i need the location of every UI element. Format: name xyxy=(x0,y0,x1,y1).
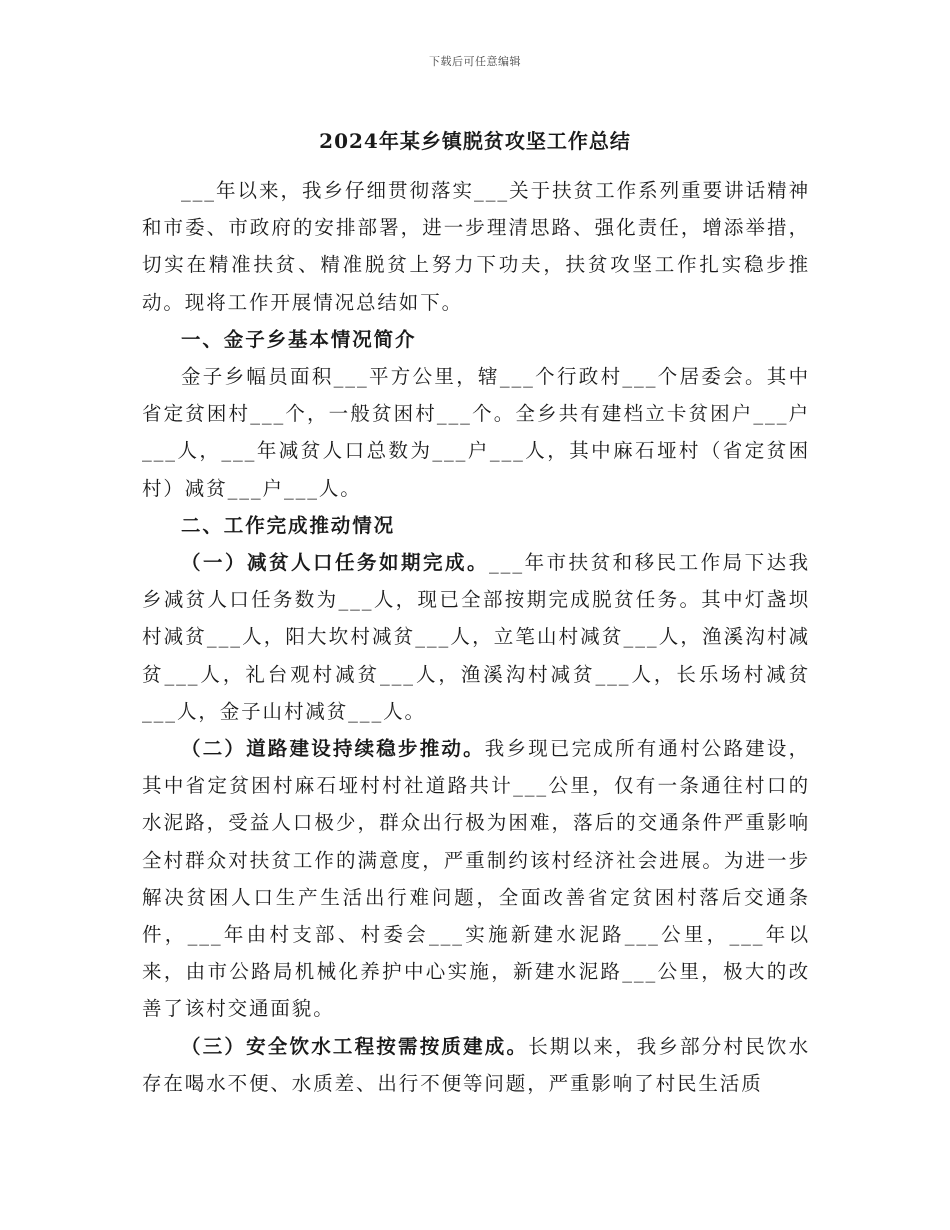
document-title: 2024年某乡镇脱贫攻坚工作总结 xyxy=(319,129,631,153)
section-1-paragraph: 金子乡幅员面积___平方公里，辖___个行政村___个居委会。其中省定贫困村___个，一般贫困村___个。全乡共有建档立卡贫困户___户___人，___年减贫人口总数为___户___人，其中麻石垭村（省定贫困村）减贫___户___人。 xyxy=(142,365,810,500)
item-1-lead: （一）减贫人口任务如期完成。 xyxy=(181,551,490,575)
item-3-lead: （三）安全饮水工程按需按质建成。 xyxy=(181,1034,529,1058)
intro-paragraph: ___年以来，我乡仔细贯彻落实___关于扶贫工作系列重要讲话精神和市委、市政府的安排部署，进一步理清思路、强化责任，增添举措，切实在精准扶贫、精准脱贫上努力下功夫，扶贫攻坚工作扎实稳步推动。现将工作开展情况总结如下。 xyxy=(142,179,810,314)
item-3-text: 长期以来，我乡部分村民饮水存在喝水不便、水质差、出行不便等问题，严重影响了村民生活质 xyxy=(142,1034,810,1095)
section-2-heading: 二、工作完成推动情况 xyxy=(181,513,396,537)
page-header-note: 下载后可任意编辑 xyxy=(429,55,521,68)
document-body xyxy=(142,172,810,1102)
section-1-heading: 一、金子乡基本情况简介 xyxy=(181,327,417,351)
item-3-paragraph xyxy=(142,1028,810,1102)
item-2-text: 我乡现已完成所有通村公路建设，其中省定贫困村麻石垭村村社道路共计___公里，仅有一条通往村口的水泥路，受益人口极少，群众出行极为困难，落后的交通条件严重影响全村群众对扶贫工作的满意度，严重制约该村经济社会进展。为进一步解决贫困人口生产生活出行难问题，全面改善省定贫困村落后交通条件，___年由村支部、村委会___实施新建水泥路___公里，___年以来，由市公路局机械化养护中心实施，新建水泥路___公里，极大的改善了该村交通面貌。 xyxy=(142,737,810,1021)
item-1-text: ___年市扶贫和移民工作局下达我乡减贫人口任务数为___人，现已全部按期完成脱贫任务。其中灯盏坝村减贫___人，阳大坎村减贫___人，立笔山村减贫___人，渔溪沟村减贫___人，礼台观村减贫___人，渔溪沟村减贫___人，长乐场村减贫___人，金子山村减贫___人。 xyxy=(142,551,810,723)
item-2-lead: （二）道路建设持续稳步推动。 xyxy=(181,737,485,761)
item-1-paragraph xyxy=(142,544,810,730)
item-2-paragraph xyxy=(142,730,810,1028)
